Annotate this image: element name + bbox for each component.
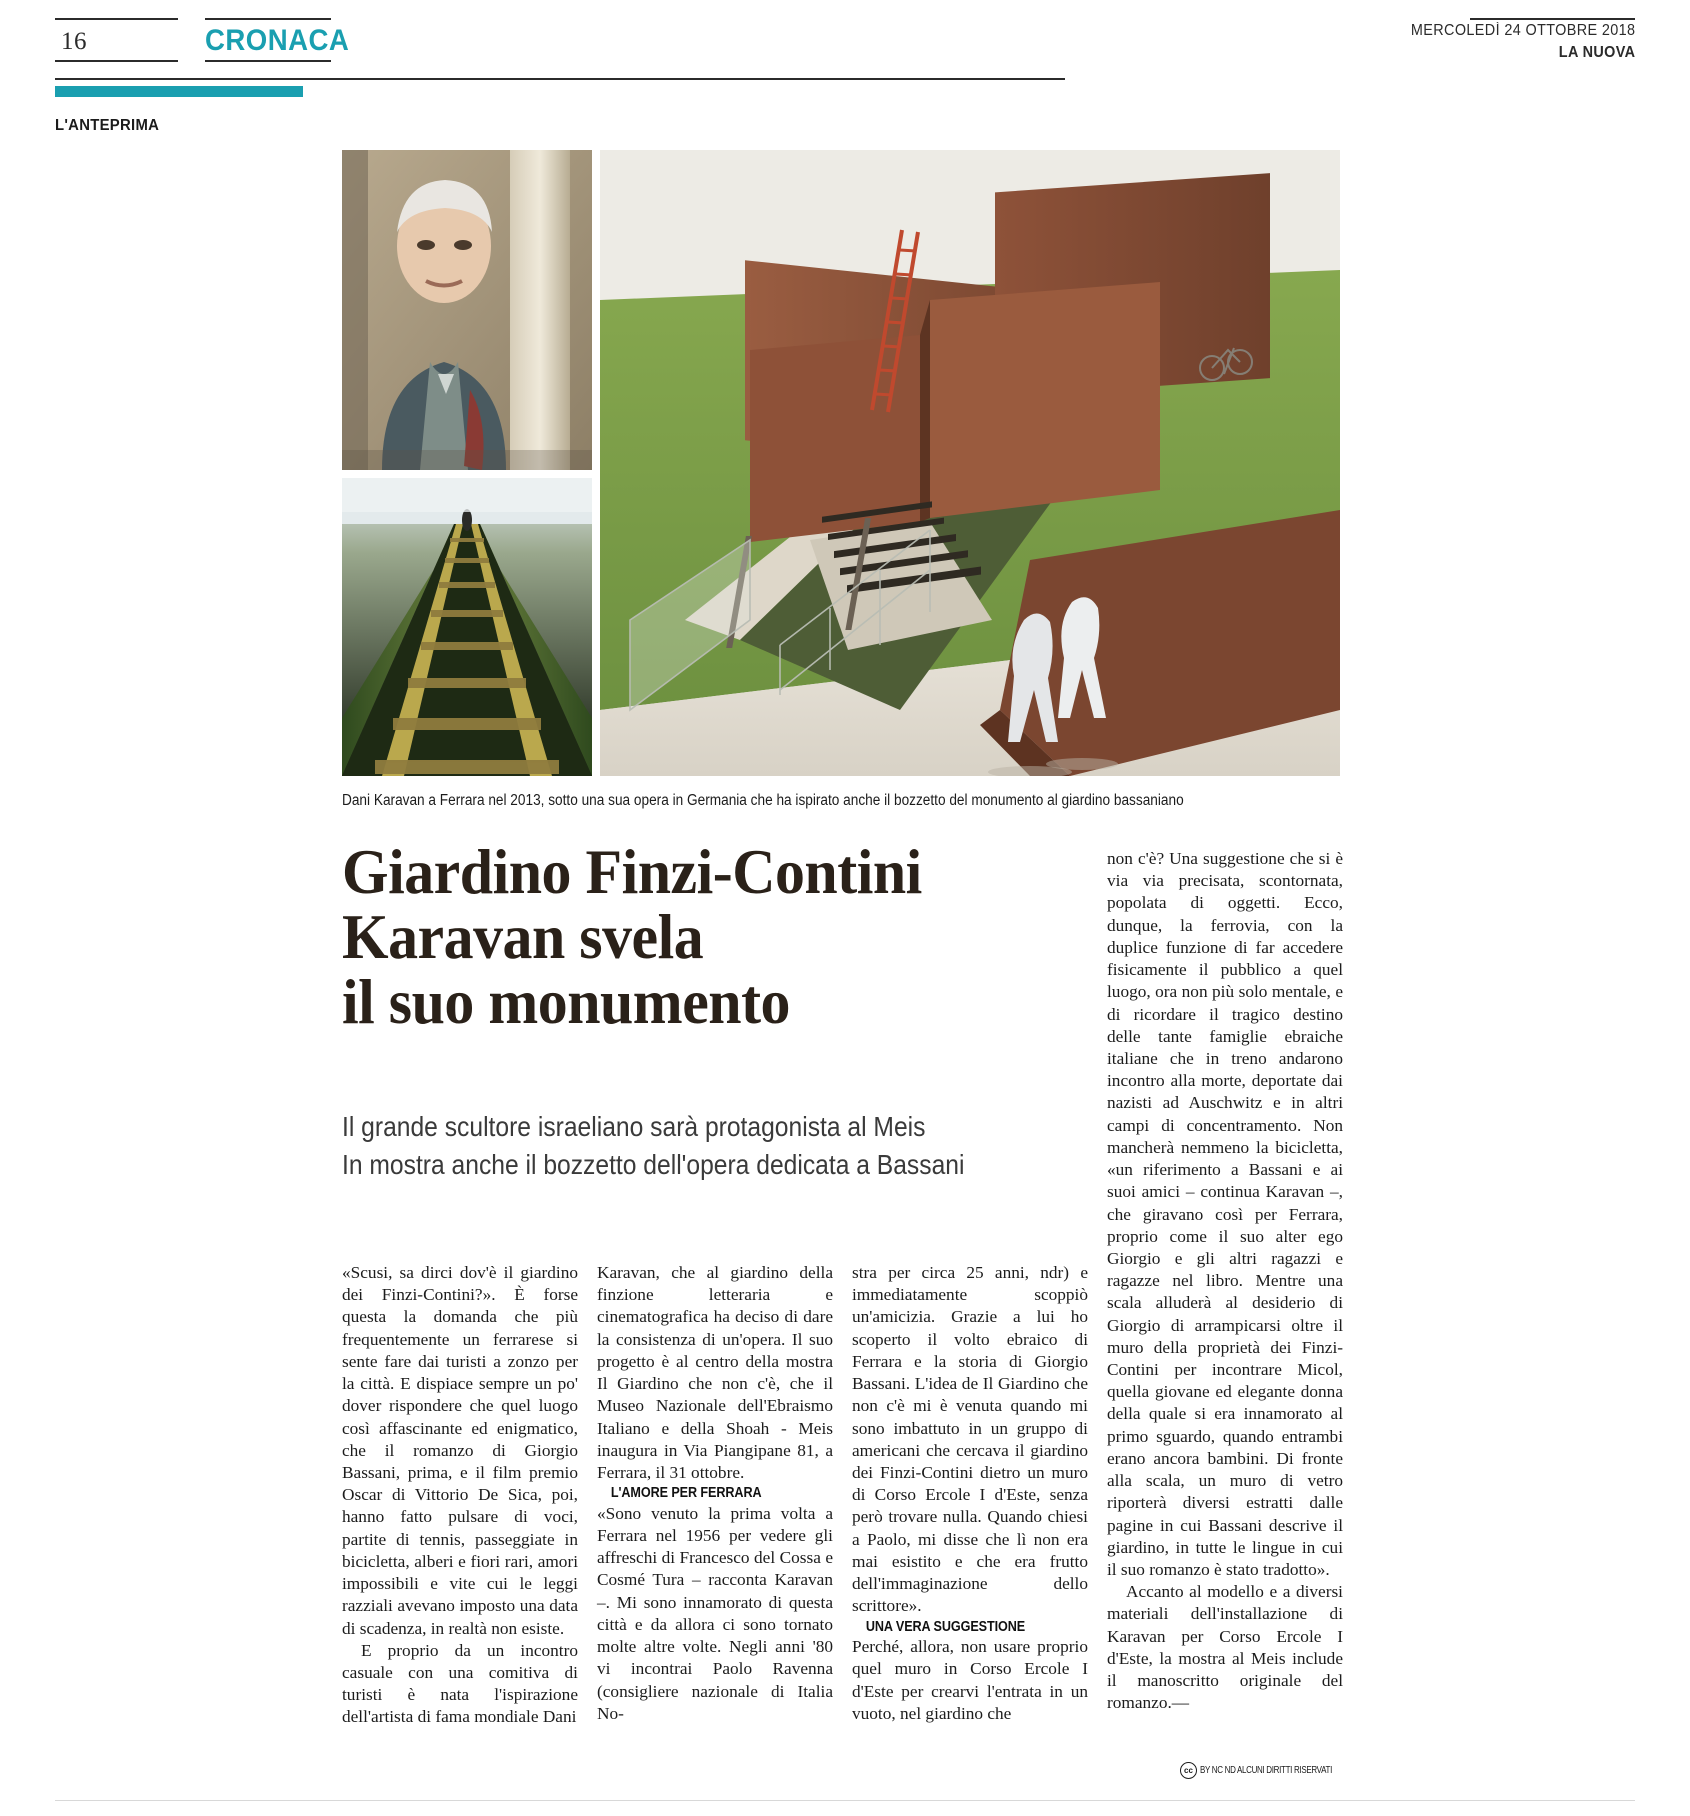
rule-folio-bottom [55,60,178,62]
paragraph: Accanto al modello e a diversi materiali dell'installazione di Karavan per Corso Ercole I d'Este, la mostra al Meis include il manoscritto originale del romanzo.— [1107,1582,1343,1713]
subsection-heading-amore: L'AMORE PER FERRARA [610,1485,762,1502]
photo-caption: Dani Karavan a Ferrara nel 2013, sotto una sua opera in Germania che ha ispirato anche il bozzetto del monumento al giardino bassaniano [342,792,1184,809]
paragraph: «Sono venuto la prima volta a Ferrara nel 1956 per vedere gli affreschi di Francesco del Cossa e Cosmé Tura – racconta Karavan –. Mi sono innamorato di questa città e da allora ci sono tornato molte altre volte. Negli anni '80 vi incontrai Paolo Ravenna (consigliere nazionale di Italia No- [597,1503,833,1723]
subsection-heading-suggestione: UNA VERA SUGGESTIONE [865,1618,1026,1635]
kicker-rule [55,78,1065,80]
paragraph: Perché, allora, non usare proprio quel muro in Corso Ercole I d'Este per crearvi l'entrata in un vuoto, nel giardino che [852,1637,1088,1723]
monument-model-photo [600,150,1340,776]
rule-folio-top [55,18,178,20]
article-headline [342,837,1112,1037]
railway-photo [342,478,592,776]
bottom-rule [55,1800,1635,1801]
portrait-photo [342,150,592,470]
paragraph: stra per circa 25 anni, ndr) e immediatamente scoppiò un'amicizia. Grazie a lui ho scoperto il volto ebraico di Ferrara e la storia di Giorgio Bassani. L'idea de Il Giardino che non c'è mi è venuta quando mi sono imbattuto in un gruppo di americani che cercava il giardino dei Finzi-Contini dietro un muro di Corso Ercole I d'Este, senza però trovare nulla. Quando chiesi a Paolo, mi disse che lì non era mai esistito e che era frutto dell'immaginazione dello scrittore». [852,1263,1088,1616]
article-subhead [342,1108,1112,1184]
creative-commons-icon: cc [1180,1762,1197,1779]
page-number: 16 [61,28,87,55]
rule-section-top [205,18,331,20]
rule-date-top [1470,18,1635,20]
paragraph: non c'è? Una suggestione che si è via via precisata, scontornata, popolata di oggetti. Ecco, dunque, la ferrovia, con la duplice funzione di far accedere fisicamente il pubblico a quel luogo, ora non più solo mentale, e di ricordare il tragico destino delle tante famiglie ebraiche italiane che in treno andarono incontro alla morte, deportate dai nazisti ad Auschwitz e in altri campi di concentramento. Non mancherà nemmeno la bicicletta, «un riferimento a Bassani e ai suoi amici – continua Karavan –, che giravano così per Ferrara, proprio come il suo alter ego Giorgio e gli altri ragazzi e ragazze nel libro. Mentre una scala alluderà al desiderio di Giorgio di arrampicarsi oltre il muro della proprietà dei Finzi-Contini per incontrare Micol, quella giovane ed elegante donna della quale si era innamorato al primo sguardo, quando entrambi erano ancora bambini. Di fronte alla scala, un muro di vetro riporterà diversi estratti dalle pagine in cui Bassani descrive il giardino, in tutte le lingue in cui il suo romanzo è stato tradotto». [1107,849,1343,1579]
body-column-2 [597,1262,833,1725]
subhead-line-1: Il grande scultore israeliano sarà protagonista al Meis [342,1111,926,1142]
masthead-date-block [1394,22,1635,62]
section-title: CRONACA [205,24,350,57]
license-text: BY NC ND ALCUNI DIRITTI RISERVATI [1200,1765,1332,1776]
kicker-label: L'ANTEPRIMA [55,117,160,134]
paragraph: «Scusi, sa dirci dov'è il giardino dei Finzi-Contini?». È forse questa la domanda che più frequentemente un ferrarese si sente fare dai turisti a zonzo per la città. E dispiace sempre un po' dover rispondere che quel luogo così affascinante ed enigmatico, che il romanzo di Giorgio Bassani, prima, e il film premio Oscar di Vittorio De Sica, poi, hanno fatto pulsare di voci, partite di tennis, passeggiate in bicicletta, alberi e fiori rari, amori impossibili e vite cui le leggi razziali avevano imposto una data di scadenza, in realtà non esiste. [342,1263,578,1638]
headline-line-1: Giardino Finzi-Contini [342,837,922,907]
publication-brand: LA NUOVA [1558,44,1635,61]
rule-section-bottom [205,60,331,62]
paragraph: E proprio da un incontro casuale con una comitiva di turisti è nata l'ispirazione dell'artista di fama mondiale Dani [342,1640,578,1727]
subhead-line-2: In mostra anche il bozzetto dell'opera dedicata a Bassani [342,1149,965,1181]
paragraph: Karavan, che al giardino della finzione letteraria e cinematografica ha deciso di dare la consistenza di un'opera. Il suo progetto è al centro della mostra Il Giardino che non c'è, che il Museo Nazionale dell'Ebraismo Italiano e della Shoah - Meis inaugura in Via Piangipane 81, a Ferrara, il 31 ottobre. [597,1263,833,1482]
publication-date: MERCOLEDÌ 24 OTTOBRE 2018 [1410,22,1635,39]
body-column-3 [852,1262,1088,1725]
body-column-4 [1107,848,1343,1715]
license-notice [1180,1762,1365,1779]
kicker-accent-bar [55,86,303,97]
railway-photo-image [342,478,592,776]
headline-line-2: Karavan svela [342,901,704,972]
portrait-photo-image [342,150,592,470]
body-column-1 [342,1262,578,1729]
headline-line-3: il suo monumento [342,966,790,1037]
monument-model-photo-image [600,150,1340,776]
masthead [55,8,1635,66]
